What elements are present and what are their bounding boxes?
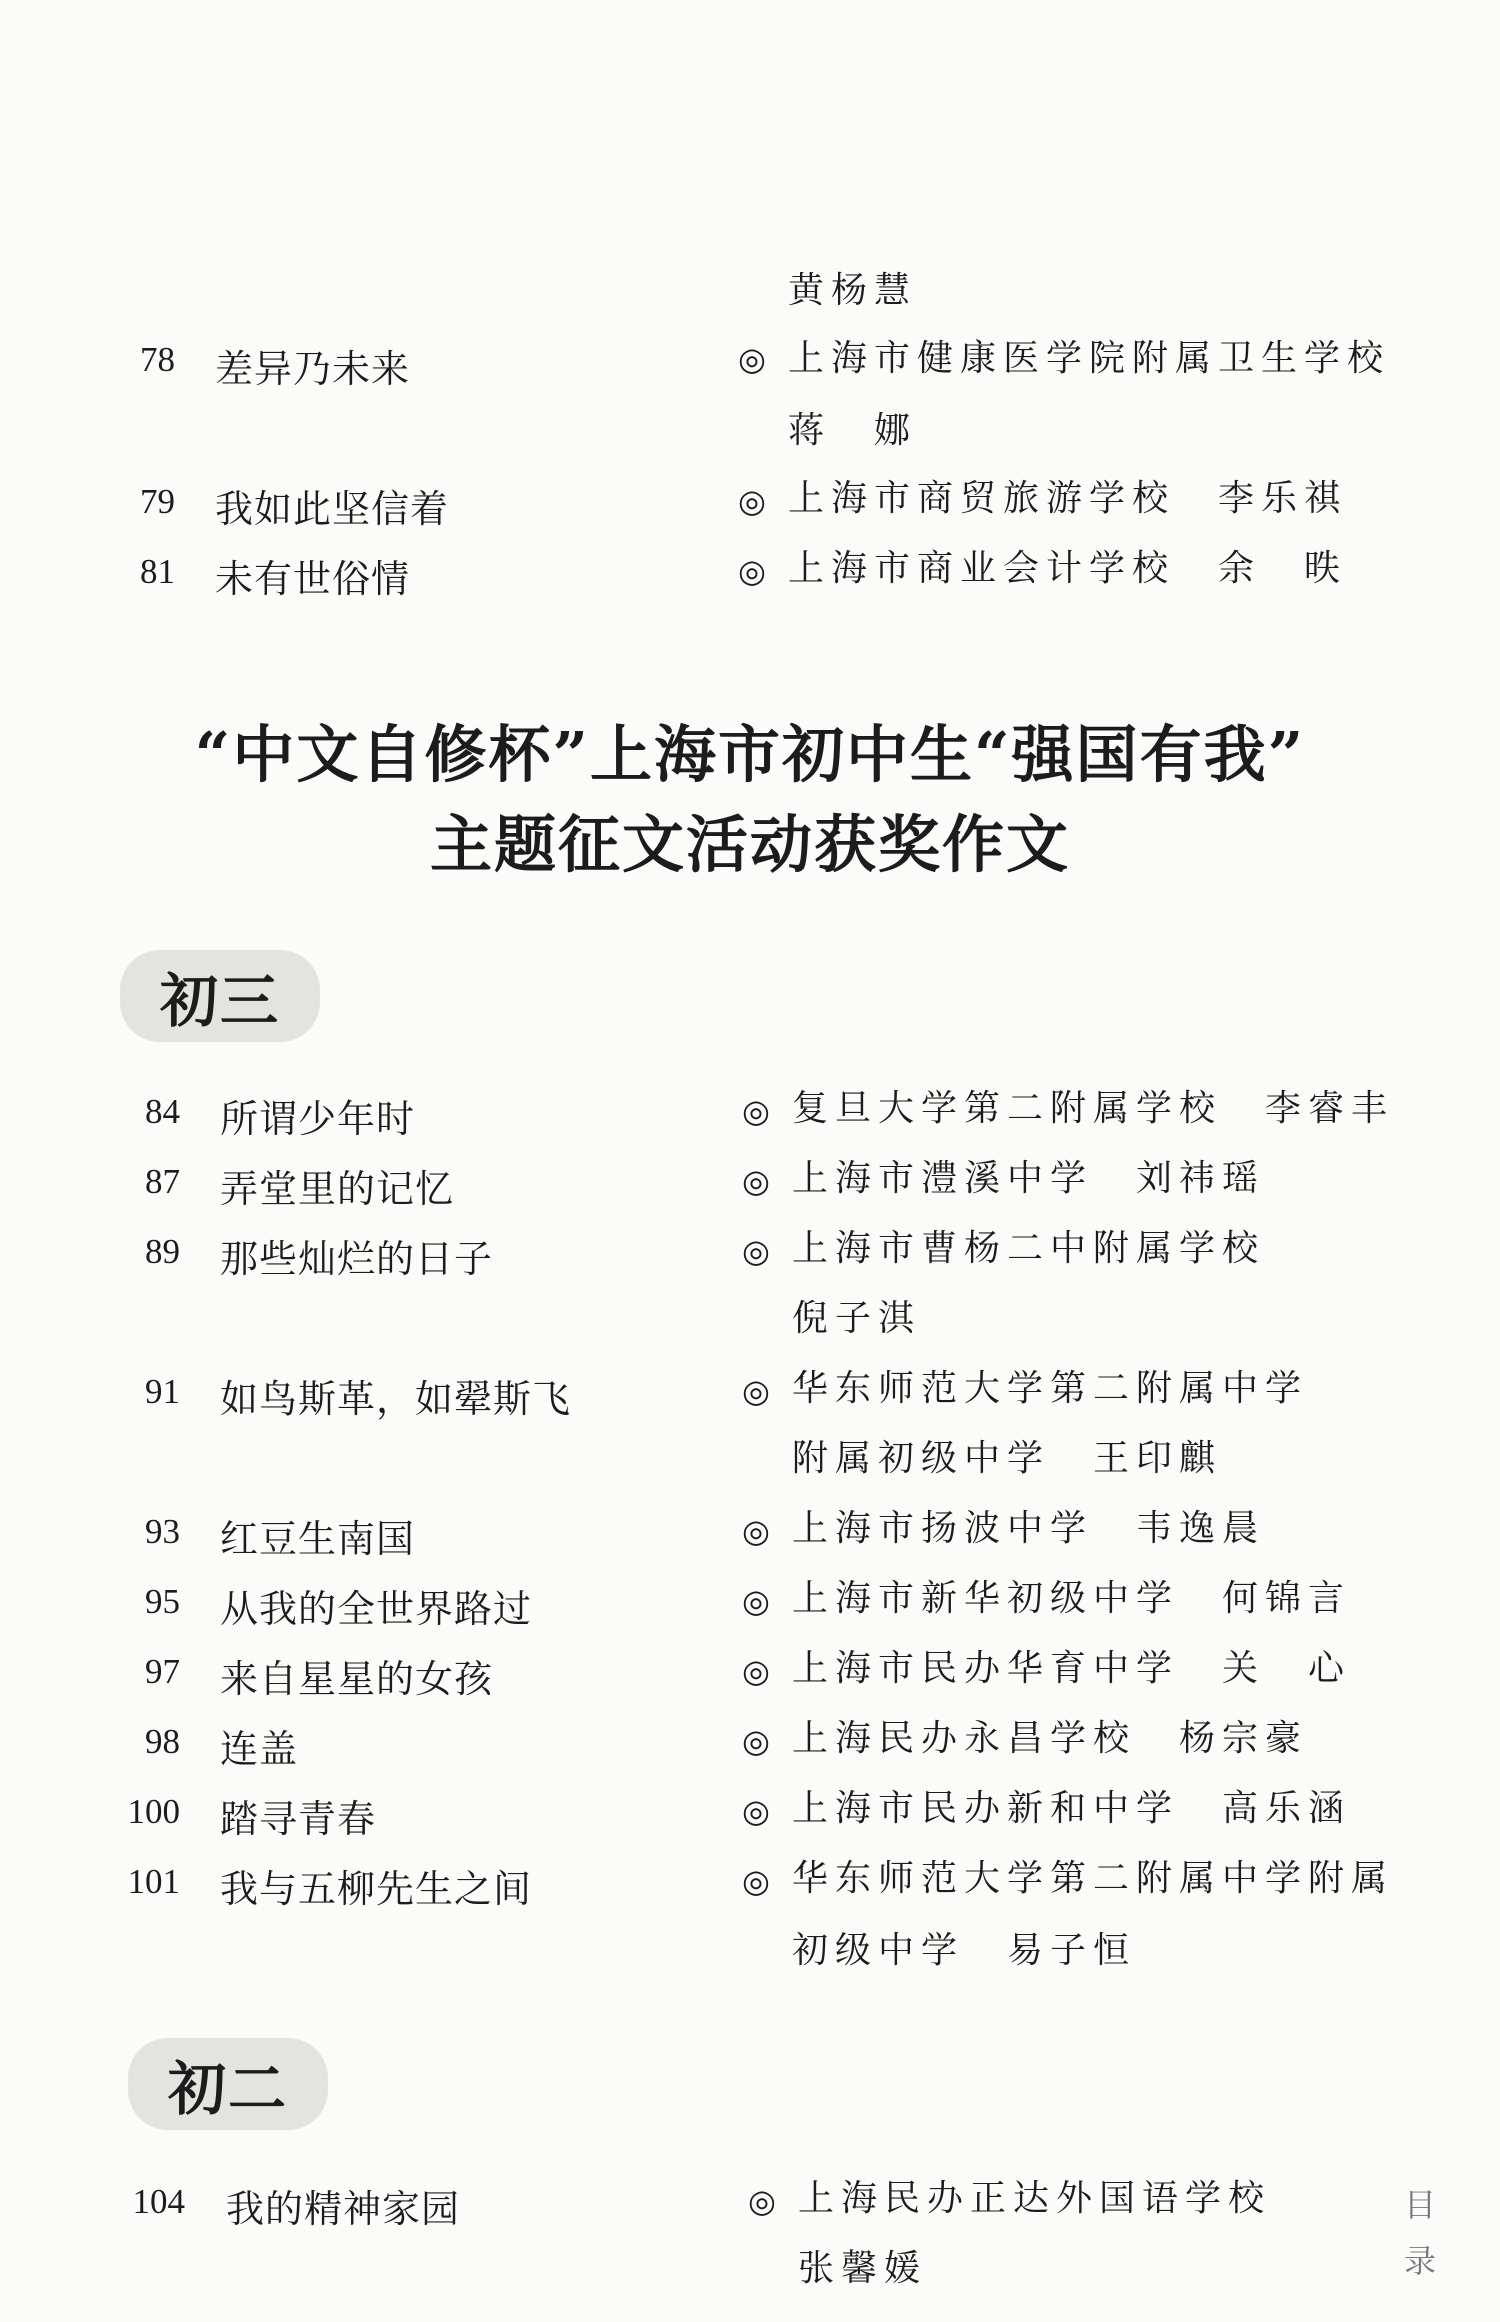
entry-title: 所谓少年时 [220, 1097, 416, 1141]
entry-title: 我的精神家园 [226, 2187, 461, 2231]
section-heading-line2: 主题征文活动获奖作文 [429, 808, 1070, 881]
bullet-icon: ◎ [742, 1512, 770, 1550]
entry-title: 从我的全世界路过 [220, 1587, 533, 1631]
entry-title: 如鸟斯革，如翚斯飞 [220, 1377, 572, 1421]
bullet-icon: ◎ [738, 552, 766, 590]
page-number: 95 [145, 1582, 180, 1621]
entry-affiliation: 上海市曹杨二中附属学校 [792, 1228, 1266, 1269]
entry-title: 踏寻青春 [220, 1797, 377, 1841]
entry-affiliation: 上海市民办新和中学 高乐涵 [792, 1788, 1352, 1829]
entry-affiliation: 上海民办永昌学校 杨宗豪 [792, 1718, 1309, 1759]
entry-affiliation: 上海市商业会计学校 余 昳 [788, 548, 1348, 589]
entry-author: 张馨媛 [798, 2248, 928, 2289]
page-number: 104 [132, 2182, 185, 2221]
bullet-icon: ◎ [742, 1792, 770, 1830]
page-number: 78 [140, 340, 175, 379]
page-number: 97 [145, 1652, 180, 1691]
entry-title: 差异乃未来 [215, 347, 411, 391]
bullet-icon: ◎ [742, 1232, 770, 1270]
page-number: 81 [140, 552, 175, 591]
page-number: 93 [145, 1512, 180, 1551]
entry-title: 我与五柳先生之间 [220, 1867, 533, 1911]
bullet-icon: ◎ [738, 340, 766, 378]
entry-title: 红豆生南国 [220, 1517, 416, 1561]
grade-label-junior3: 初三 [120, 950, 320, 1042]
entry-affiliation-cont: 附属初级中学 王印麒 [792, 1438, 1223, 1479]
bullet-icon: ◎ [742, 1372, 770, 1410]
entry-affiliation: 上海市民办华育中学 关 心 [792, 1648, 1352, 1689]
entry-affiliation: 华东师范大学第二附属中学 [792, 1368, 1309, 1409]
entry-affiliation: 华东师范大学第二附属中学附属 [792, 1858, 1395, 1899]
bullet-icon: ◎ [742, 1652, 770, 1690]
bullet-icon: ◎ [742, 1722, 770, 1760]
page-number: 84 [145, 1092, 180, 1131]
page-number: 100 [127, 1792, 180, 1831]
page-number: 91 [145, 1372, 180, 1411]
page-number: 87 [145, 1162, 180, 1201]
grade-label-junior2: 初二 [128, 2038, 328, 2130]
page-number: 79 [140, 482, 175, 521]
bullet-icon: ◎ [742, 1092, 770, 1130]
page-number: 101 [127, 1862, 180, 1901]
side-label-mu: 目 [1404, 2186, 1437, 2224]
entry-affiliation-cont: 初级中学 易子恒 [792, 1930, 1137, 1971]
entry-title: 未有世俗情 [215, 557, 411, 601]
section-heading-line1: “中文自修杯”上海市初中生“强国有我” [194, 718, 1306, 791]
entry-title: 来自星星的女孩 [220, 1657, 494, 1701]
entry-affiliation: 复旦大学第二附属学校 李睿丰 [792, 1088, 1395, 1129]
entry-title: 弄堂里的记忆 [220, 1167, 455, 1211]
entry-author: 倪子淇 [792, 1298, 922, 1339]
page-number: 98 [145, 1722, 180, 1761]
bullet-icon: ◎ [742, 1162, 770, 1200]
entry-title: 我如此坚信着 [215, 487, 450, 531]
entry-title: 那些灿烂的日子 [220, 1237, 494, 1281]
entry-affiliation: 上海市澧溪中学 刘祎瑶 [792, 1158, 1266, 1199]
page-number: 89 [145, 1232, 180, 1271]
entry-affiliation: 上海民办正达外国语学校 [798, 2178, 1272, 2219]
bullet-icon: ◎ [738, 482, 766, 520]
entry-affiliation: 上海市扬波中学 韦逸晨 [792, 1508, 1266, 1549]
entry-author: 蒋 娜 [788, 410, 918, 451]
bullet-icon: ◎ [748, 2182, 776, 2220]
bullet-icon: ◎ [742, 1582, 770, 1620]
side-label-lu: 录 [1404, 2242, 1437, 2280]
entry-affiliation: 上海市健康医学院附属卫生学校 [788, 338, 1391, 379]
entry-title: 连盖 [220, 1727, 299, 1771]
bullet-icon: ◎ [742, 1862, 770, 1900]
author-continuation: 黄杨慧 [788, 270, 918, 311]
entry-affiliation: 上海市商贸旅游学校 李乐祺 [788, 478, 1348, 519]
entry-affiliation: 上海市新华初级中学 何锦言 [792, 1578, 1352, 1619]
